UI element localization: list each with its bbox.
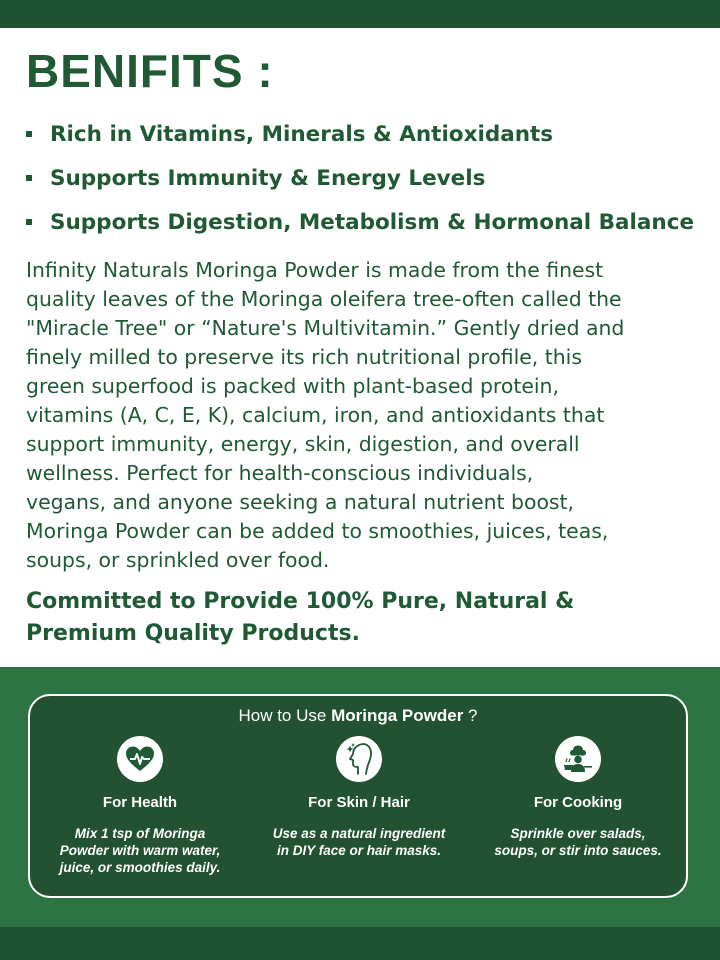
benefit-item	[26, 112, 694, 156]
commitment-line: Premium Quality Products.	[26, 621, 360, 646]
usage-title: For Health	[102, 794, 178, 811]
bottom-bar	[0, 927, 720, 960]
usage-health	[40, 736, 240, 876]
benefits-list	[26, 112, 694, 244]
description-line: vegans, and anyone seeking a natural nutrient boost,	[26, 490, 575, 514]
description-line: Infinity Naturals Moringa Powder is made from the finest	[26, 258, 604, 282]
commitment-statement	[26, 586, 666, 650]
instruction-line: in DIY face or hair masks.	[276, 843, 442, 858]
description-line: green superfood is packed with plant-based protein,	[26, 374, 559, 398]
instruction-line: Mix 1 tsp of Moringa	[74, 826, 206, 841]
description-line: soups, or sprinkled over food.	[26, 548, 330, 572]
how-to-use-title-product: Moringa Powder	[331, 706, 464, 725]
benefit-item	[26, 156, 694, 200]
face-profile-icon	[336, 736, 382, 782]
description-line: vitamins (A, C, E, K), calcium, iron, and antioxidants that	[26, 403, 605, 427]
description-line: quality leaves of the Moringa oleifera tree-often called the	[26, 287, 622, 311]
page-title: BENIFITS :	[26, 45, 274, 97]
instruction-line: juice, or smoothies daily.	[59, 860, 221, 875]
bullet-icon	[26, 175, 32, 181]
heart-pulse-icon	[117, 736, 163, 782]
usage-instructions	[259, 825, 459, 859]
instruction-line: Powder with warm water,	[59, 843, 221, 858]
description-line: "Miracle Tree" or “Nature's Multivitamin.” Gently dried and	[26, 316, 625, 340]
chef-cooking-icon	[555, 736, 601, 782]
usage-skin-hair	[259, 736, 459, 859]
instruction-line: Use as a natural ingredient	[272, 826, 446, 841]
benefit-text: Supports Digestion, Metabolism & Hormonal Balance	[50, 209, 695, 235]
description-line: finely milled to preserve its rich nutritional profile, this	[26, 345, 582, 369]
product-description	[26, 256, 706, 575]
usage-instructions	[478, 825, 678, 859]
benefit-text: Rich in Vitamins, Minerals & Antioxidants	[50, 121, 554, 147]
bullet-icon	[26, 219, 32, 225]
how-to-use-title-suffix: ?	[468, 706, 478, 725]
usage-instructions	[40, 825, 240, 876]
usage-title: For Skin / Hair	[308, 794, 410, 811]
usage-cooking	[478, 736, 678, 859]
description-line: Moringa Powder can be added to smoothies, juices, teas,	[26, 519, 609, 543]
instruction-line: soups, or stir into sauces.	[494, 843, 662, 858]
description-line: support immunity, energy, skin, digestion, and overall	[26, 432, 580, 456]
how-to-use-title	[30, 706, 686, 726]
commitment-line: Committed to Provide 100% Pure, Natural &	[26, 589, 575, 614]
bullet-icon	[26, 131, 32, 137]
how-to-use-box	[28, 694, 688, 898]
benefit-text: Supports Immunity & Energy Levels	[50, 165, 486, 191]
usage-title: For Cooking	[533, 794, 623, 811]
benefit-item	[26, 200, 694, 244]
how-to-use-title-prefix: How to Use	[238, 706, 327, 725]
instruction-line: Sprinkle over salads,	[510, 826, 646, 841]
top-bar	[0, 0, 720, 28]
description-line: wellness. Perfect for health-conscious individuals,	[26, 461, 534, 485]
